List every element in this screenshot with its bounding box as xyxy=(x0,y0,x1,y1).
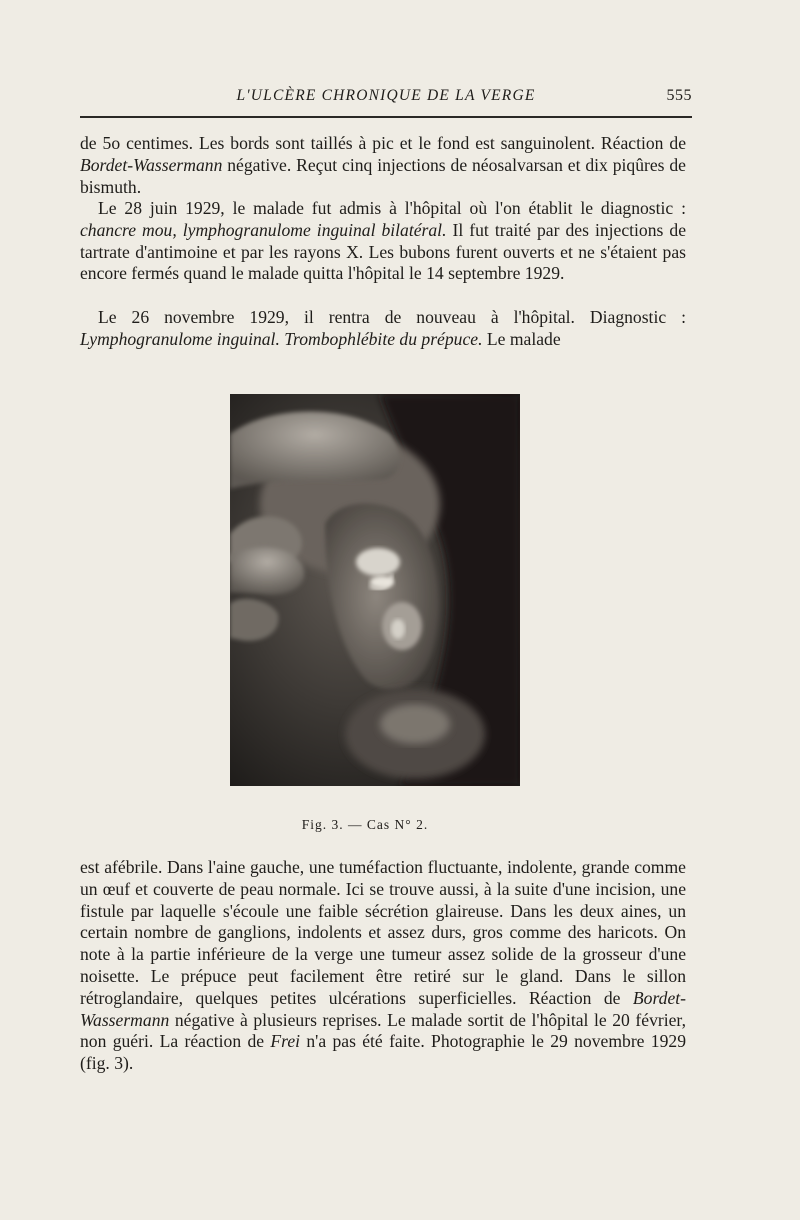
text-run: Le 28 juin 1929, le malade fut admis à l'hôpital où l'on établit le diagnostic : xyxy=(98,198,686,218)
italic-run: chancre mou, lymphogranulome inguinal bilatéral. xyxy=(80,219,447,240)
text-run: négative à plusieurs reprises. Le malade sortit de l'hôpital le 20 février, non guéri. La réaction de xyxy=(80,1009,686,1052)
text-run: est afébrile. Dans l'aine gauche, une tuméfaction fluctuante, indolente, grande comme un œuf et couverte de peau normale. Ici se trouve aussi, à la suite d'une incision, une fistule par laquelle s'écoule une faible sécrétion glaireuse. Dans les deux aines, un certain nombre de ganglions, indolents et assez durs, gros comme des haricots. On note à la partie inférieure de la verge une tumeur assez solide de la grosseur d'une noisette. Le prépuce peut facilement être retiré sur le gland. Dans le sillon rétroglandaire, quelques petites ulcérations superficielles. Réaction de xyxy=(80,857,686,1008)
text-run: Le malade xyxy=(482,328,561,349)
page-header xyxy=(80,84,692,108)
italic-run: Bordet-Wassermann xyxy=(80,987,686,1030)
paragraph-1 xyxy=(80,133,686,198)
text-run: Il fut traité par des injections de tartrate d'antimoine et par les rayons X. Les bubons furent ouverts et ne s'étaient pas encore fermés quand le malade quitta l'hôpital le 14 septembre 1929. xyxy=(80,219,687,284)
text-run: de 5o centimes. Les bords sont taillés à pic et le fond est sanguinolent. Réaction de xyxy=(80,133,686,153)
italic-run: Frei xyxy=(270,1031,301,1052)
text-run: négative. Reçut cinq injections de néosalvarsan et dix piqûres de bismuth. xyxy=(80,154,686,197)
paragraph-2 xyxy=(80,198,686,285)
running-title: L'ULCÈRE CHRONIQUE DE LA VERGE xyxy=(236,87,536,104)
italic-run: Lymphogranulome inguinal. Trombophlébite du prépuce. xyxy=(80,328,483,349)
clinical-photograph xyxy=(230,394,520,786)
text-run: n'a pas été faite. Photographie le 29 novembre 1929 (fig. 3). xyxy=(80,1031,686,1074)
paragraph-4 xyxy=(80,857,686,1075)
header-rule xyxy=(80,116,692,118)
text-run: Le 26 novembre 1929, il rentra de nouveau à l'hôpital. Diagnostic : xyxy=(98,307,686,327)
figure-caption: Fig. 3. — Cas N° 2. xyxy=(301,817,429,832)
italic-run: Bordet-Wassermann xyxy=(80,154,223,175)
paragraph-3 xyxy=(80,307,686,351)
page-number: 555 xyxy=(666,87,692,104)
figure-photo xyxy=(230,394,520,786)
